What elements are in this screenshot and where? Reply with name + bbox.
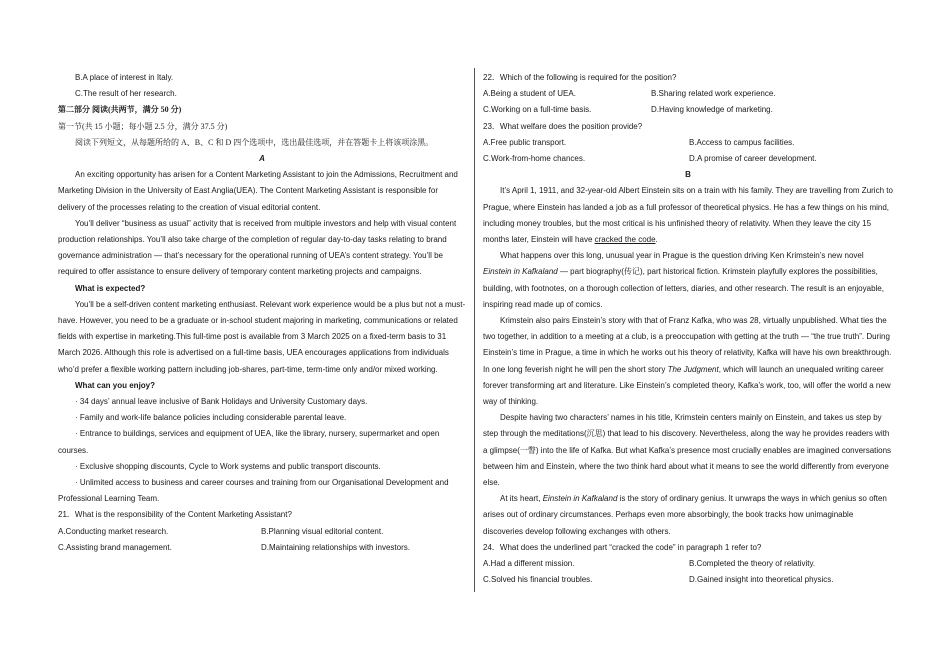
q24-option-d: D.Gained insight into theoretical physics. [689, 575, 834, 585]
passage-a-para-1: An exciting opportunity has arisen for a Content Marketing Assistant to join the Admissions, Recruitment and Marketing Division in the University of East Anglia(UEA). The Content Marketing Assistant is responsible for delivery of the processes relating to the creation of visual editorial content. [58, 170, 458, 212]
question-23-options [483, 135, 893, 167]
passage-b-para-1: It’s April 1, 1911, and 32-year-old Albert Einstein sits on a train with his family. They are travelling from Zurich to Prague, where Einstein has landed a job as a full professor of theoretical physics. He has a few things on his mind, including money troubles, but the most critical is his unfinished theory of relativity. When they leave the city 15 months later, Einstein will have cracked the code. [483, 186, 893, 245]
q22-option-a: A.Being a student of UEA. [483, 89, 576, 99]
question-24: 24．What does the underlined part “cracked the code” in paragraph 1 refer to? [483, 542, 762, 552]
passage-b-para-2: What happens over this long, unusual year in Prague is the question driving Ken Krimstein’s new novel Einstein in Kafkaland — part biography(传记), part historical fiction. Krimstein playfully explores the possibilities, building, with footnotes, on a thorough collection of letters, diaries, and other research. The result is an enjoyable, inspiring read made up of comics. [483, 251, 884, 309]
q23-option-b: B.Access to campus facilities. [689, 137, 795, 147]
question-21: 21．What is the responsibility of the Content Marketing Assistant? [58, 510, 292, 520]
question-24-options [483, 556, 893, 588]
q23-option-c: C.Work-from-home chances. [483, 154, 586, 164]
underlined-phrase: cracked the code [594, 235, 656, 245]
question-22-options [483, 86, 893, 118]
passage-a-label: A [259, 154, 265, 164]
question-22: 22．Which of the following is required for the position? [483, 73, 677, 82]
passage-b-para-5: At its heart, Einstein in Kafkaland is the story of ordinary genius. It unwraps the ways in which genius so often arises out of ordinary circumstances. Perhaps even more absorbingly, the book tracks how unimaginable discoveries develop following exchanges with others. [483, 494, 887, 536]
book-title: Einstein in Kafkaland [483, 267, 558, 277]
heading-enjoy: What can you enjoy? [75, 380, 156, 390]
passage-b-label: B [685, 170, 691, 180]
passage-a-para-3: You’ll be a self-driven content marketing enthusiast. Relevant work experience would be a plus but not a must-have. However, you need to be a graduate or in-school student majoring in marketing, communications or related fields with expertise in marketing.This full-time post is available from 3 March 2025 on a fixed-term basis to 31 March 2026. Although this role is advertised on a full-time basis, UEA encourages applications from individuals who’d prefer a flexible working pattern including job-shares, part-time, term-time only and/or mixed working. [58, 299, 466, 374]
q23-option-a: A.Free public transport. [483, 137, 567, 147]
benefit-item: · Entrance to buildings, services and equipment of UEA, like the library, nursery, supermarket and open courses. [58, 429, 440, 455]
q22-option-d: D.Having knowledge of marketing. [651, 105, 773, 115]
q22-option-b: B.Sharing related work experience. [651, 89, 776, 99]
prev-option-c: C.The result of her research. [75, 89, 177, 99]
passage-b-para-4: Despite having two characters’ names in his title, Krimstein centers mainly on Einstein, and takes us step by step through the meditations(沉思) that lead to his discovery. Nevertheless, along the way he provides readers with a glimpse(一瞥) into the life of Kafka. But what Kafka’s presence most crucially enables are imagined conversations between him and Einstein, where the two think hard about what it means to see the world differently from everyone else. [483, 413, 892, 488]
q24-option-c: C.Solved his financial troubles. [483, 575, 593, 585]
q21-option-a: A.Conducting market research. [58, 526, 169, 536]
q23-option-d: D.A promise of career development. [689, 154, 817, 164]
benefit-item: · 34 days’ annual leave inclusive of Bank Holidays and University Customary days. [75, 397, 368, 407]
instruction: 阅读下列短文，从每题所给的 A、B、C 和 D 四个选项中，选出最佳选项，并在答题卡上将该项涂黑。 [75, 137, 434, 147]
q22-option-c: C.Working on a full-time basis. [483, 105, 592, 115]
q21-option-d: D.Maintaining relationships with investors. [261, 542, 410, 552]
passage-b-para-3: Krimstein also pairs Einstein’s story with that of Franz Kafka, who was 28, virtually unpublished. What ties the two together, in addition to a meeting at a club, is a preoccupation with getting at the truth — “the true truth”. During Einstein’s time in Prague, a time in which he works out his theory of relativity, Kafka will have his own breakthrough. In one long feverish night he will pen the short story The Judgment, which will launch an unequaled writing career forever transforming art and literature. Like Einstein’s completed theory, Kafka’s work, too, will offer the world a new way of thinking. [483, 316, 892, 407]
story-title: The Judgment [667, 364, 719, 374]
right-column [483, 70, 893, 589]
benefit-item: · Exclusive shopping discounts, Cycle to Work systems and public transport discounts. [75, 461, 381, 471]
section-title: 第二部分 阅读(共两节，满分 50 分) [58, 105, 182, 115]
q24-option-b: B.Completed the theory of relativity. [689, 559, 816, 569]
question-21-options [58, 524, 466, 556]
column-divider [474, 68, 475, 592]
benefit-item: · Family and work-life balance policies including considerable parental leave. [75, 413, 347, 423]
question-23: 23．What welfare does the position provide? [483, 121, 643, 131]
left-column [58, 70, 466, 556]
q21-option-c: C.Assisting brand management. [58, 542, 172, 552]
q21-option-b: B.Planning visual editorial content. [261, 526, 384, 536]
heading-expected: What is expected? [75, 283, 146, 293]
prev-option-b: B.A place of interest in Italy. [75, 73, 174, 82]
book-title: Einstein in Kafkaland [542, 494, 618, 504]
benefit-item: · Unlimited access to business and career courses and training from our Organisational Development and Professional Learning Team. [58, 478, 449, 504]
passage-a-para-2: You’ll deliver “business as usual” activity that is received from multiple investors and help with visual content production relationships. You’ll also take charge of the completion of regular day-to-day tasks relating to brand governance administration — that’s necessary for the operational running of UEA’s content strategy. You’ll be required to offer assistance to ensure delivery of temporary content marketing projects and campaigns. [58, 218, 457, 277]
subsection-title: 第一节(共 15 小题；每小题 2.5 分，满分 37.5 分) [58, 121, 228, 131]
q24-option-a: A.Had a different mission. [483, 559, 575, 569]
